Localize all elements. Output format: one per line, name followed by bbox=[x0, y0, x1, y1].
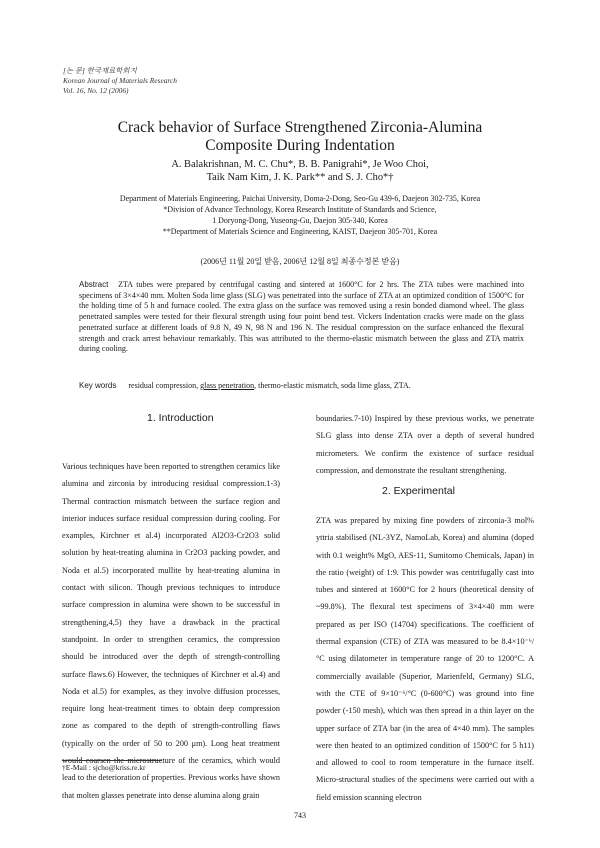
journal-header-line2: Korean Journal of Materials Research bbox=[63, 76, 177, 85]
footnote-rule bbox=[62, 760, 162, 761]
journal-header-line1: [논 문] 한국재료학회지 bbox=[63, 66, 137, 75]
abstract-text: ZTA tubes were prepared by centrifugal casting and sintered at 1600°C for 2 hrs. The ZTA tubes were machined into specimens of 3×4×40 mm. Molten Soda lime glass (SLG) was penetrated into the surface of ZTA at an optimized condition of 1500°C for the holding time of 5 h and furnace cooled. The extra glass on the surface was removed using a resin bonded diamond wheel. The glass penetrated samples were tested for their flexural strength using four point bend test. Vickers Indentation cracks were made on the glass penetrated surface at different loads of 9.8 N, 49 N, 98 N and 196 N. The residual compression on the surface enhanced the flexural strength and crack arrest behaviour remarkably. This was attributed to the thermo-elastic mismatch between the glass and ZTA matrix during cooling. bbox=[79, 280, 525, 354]
affiliation-line3: 1 Doryong-Dong, Yuseong-Gu, Daejon 305-340, Korea bbox=[212, 216, 388, 225]
keywords-label: Key words bbox=[79, 381, 117, 390]
affiliation-line4: **Department of Materials Science and Engineering, KAIST, Daejeon 305-701, Korea bbox=[162, 227, 438, 236]
introduction-continued: boundaries.7-10) Inspired by these previous works, we penetrate SLG glass into dense ZTA over a depth of several hundred micrometers. We confirm the existence of surface residual compression, and demonstrate the resultant strengthening. bbox=[316, 414, 534, 475]
affiliations bbox=[20, 193, 580, 237]
keyword-underlined: glass penetration bbox=[200, 381, 255, 390]
paper-title-line1: Crack behavior of Surface Strengthened Zirconia-Alumina bbox=[117, 119, 483, 136]
affiliation-line1: Department of Materials Engineering, Paichai University, Doma-2-Dong, Seo-Gu 439-6, Daejeon 302-735, Korea bbox=[119, 194, 481, 203]
author-line1: A. Balakrishnan, M. C. Chu*, B. B. Panigrahi*, Je Woo Choi, bbox=[171, 159, 429, 170]
footnote-email: †E-Mail : sjcho@kriss.re.kr bbox=[62, 763, 146, 772]
author-list bbox=[60, 158, 540, 184]
keywords bbox=[79, 381, 524, 390]
keywords-text-before: residual compression, bbox=[128, 381, 201, 390]
paper-title bbox=[60, 119, 540, 155]
page-number: 743 bbox=[294, 811, 306, 820]
experimental-body: ZTA was prepared by mixing fine powders of zirconia-3 mol% yttria stabilised (NL-3YZ, NamoLab, Korea) and alumina (doped with 0.1 weight% MgO, AES-11, Sumitomo Chemicals, Japan) in the ratio (weight) of 1:9. This powder was centrifugally cast into tubes and sintered at 1600°C for 2 hours (theoretical density of ~99.8%). The flexural test specimens of 3×4×40 mm were prepared as per ISO (14704) specifications. The coefficient of thermal expansion (CTE) of ZTA was measured to be 8.4×10⁻⁶/°C using dilatometer in temperature range of 20 to 1200°C. A commercially available (Superior, Marienfeld, Germany) SLG, with the CTE of 9×10⁻⁶/°C (0-600°C) was ground into fine powder (-150 mesh), which was then spread in a thin layer on the upper surface of ZTA bar (in the area of 4×40 mm). The samples were then heated to an optimized condition of 1500°C for 5 h11) and allowed to cool to room temperature in the furnace itself. Micro-structural studies of the specimens were carried out with a field emission scanning electron bbox=[316, 516, 534, 802]
paper-title-line2: Composite During Indentation bbox=[205, 137, 395, 154]
introduction-body: Various techniques have been reported to strengthen ceramics like alumina and zirconia by introducing residual compression.1-3) Thermal contraction mismatch between the surface region and interior induces surface residual compression during cooling. For examples, Kirchner et al.4) incorporated Al2O3-Cr2O3 solid solution by heat-treating alumina in Cr2O3 packing powder, and Noda et al.5) incorporated mullite by heat-treating alumina in contact with silicon. Though previous techniques to introduce surface compression in alumina were shown to be successful in strengthening,4,5) they have a drawback in the practical standpoint. In order to strengthen ceramics, the compression should be introduced over the depth of strength-controlling surface flaws.6) However, the techniques of Kirchner et al.4) and Noda et al.5) for examples, as they involve diffusion processes, require long heat-treatment times to obtain deep compression zone as compared to the depth of strength-controlling flaws (typically on the order of 50 to 200 μm). Long heat treatment would coarsen the microstructure of the ceramics, which would lead to the deterioration of properties. Previous works have shown that molten glasses penetrate into dense alumina along grain bbox=[62, 462, 280, 800]
keywords-text-after: , thermo-elastic mismatch, soda lime glass, ZTA. bbox=[254, 381, 411, 390]
experimental-heading: 2. Experimental bbox=[382, 485, 455, 497]
abstract-label: Abstract bbox=[79, 280, 109, 289]
received-dates: (2006년 11월 20일 받음, 2006년 12월 8일 최종수정본 받음) bbox=[200, 257, 400, 266]
author-line2: Taik Nam Kim, J. K. Park** and S. J. Cho*† bbox=[206, 172, 394, 183]
journal-header bbox=[63, 66, 177, 96]
journal-header-line3: Vol. 16, No. 12 (2006) bbox=[63, 86, 129, 95]
abstract bbox=[79, 280, 524, 355]
affiliation-line2: *Division of Advance Technology, Korea Research Institute of Standards and Science, bbox=[163, 205, 437, 214]
introduction-heading: 1. Introduction bbox=[147, 412, 214, 424]
